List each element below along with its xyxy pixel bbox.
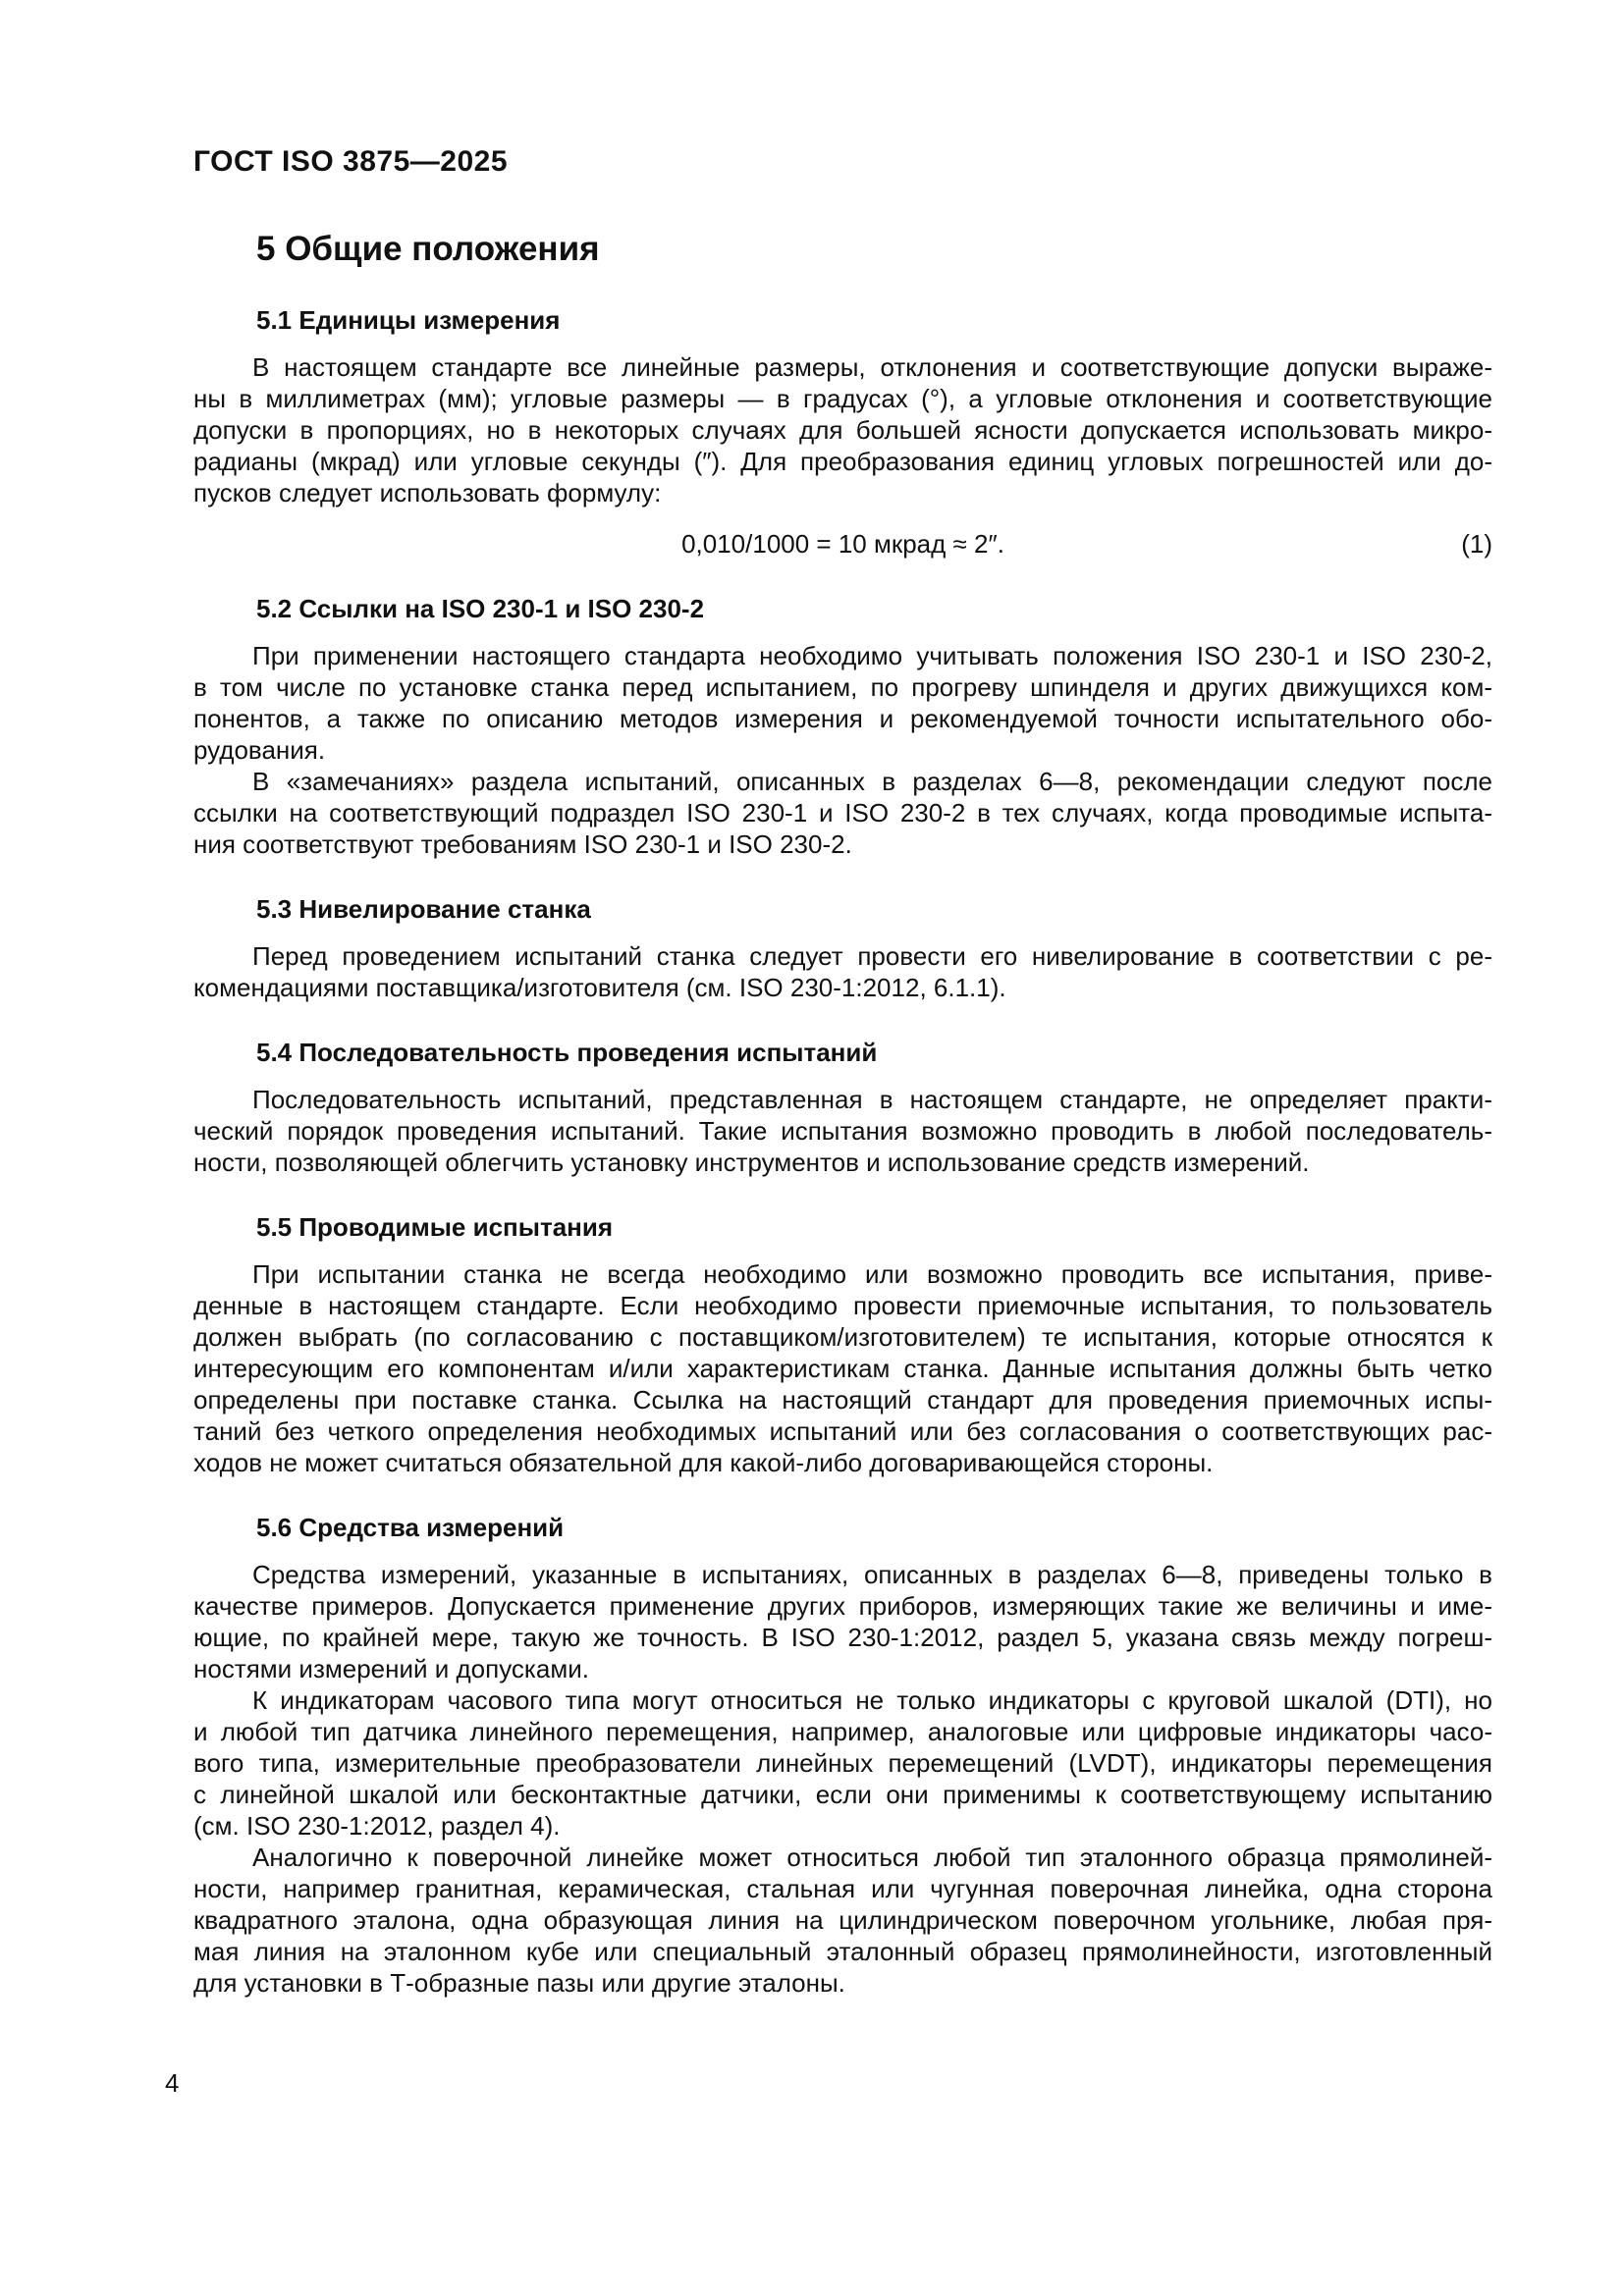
paragraph-line: в том числе по установке станка перед испытанием, по прогреву шпинделя и других движущихся ком- [193, 672, 1492, 702]
formula-row [193, 528, 1492, 560]
paragraph-line: Последовательность испытаний, представленная в настоящем стандарте, не определяет практи- [252, 1085, 1492, 1114]
paragraph [193, 640, 1492, 766]
paragraph-line: интересующим его компонентам и/или характеристикам станка. Данные испытания должны быть четко [193, 1354, 1492, 1383]
paragraph-line: определены при поставке станка. Ссылка на настоящий стандарт для проведения приемочных испы- [193, 1385, 1492, 1415]
paragraph-line: радианы (мкрад) или угловые секунды (″). Для преобразования единиц угловых погрешностей или до- [193, 447, 1492, 476]
paragraph-line: ностями измерений и допусками. [193, 1654, 589, 1683]
paragraph-line: (см. ISO 230-1:2012, раздел 4). [193, 1811, 561, 1841]
paragraph-line: с линейной шкалой или бесконтактные датчики, если они применимы к соответствующему испытанию [193, 1780, 1492, 1809]
paragraph-line: ходов не может считаться обязательной для какой-либо договаривающейся стороны. [193, 1448, 1214, 1477]
paragraph-line: денные в настоящем стандарте. Если необходимо провести приемочные испытания, то пользователь [193, 1291, 1492, 1320]
paragraph-line: ющие, по крайней мере, такую же точность. В ISO 230-1:2012, раздел 5, указана связь между погреш- [193, 1623, 1492, 1652]
page-number: 4 [165, 2068, 180, 2098]
paragraph-line: Аналогично к поверочной линейке может относиться любой тип эталонного образца прямолиней- [252, 1842, 1492, 1872]
paragraph-line: комендациями поставщика/изготовителя (см. ISO 230-1:2012, 6.1.1). [193, 973, 1006, 1002]
paragraph-line: должен выбрать (по согласованию с поставщиком/изготовителем) те испытания, которые относятся к [193, 1322, 1492, 1352]
sections-container [193, 304, 1492, 1999]
section-heading: 5.3 Нивелирование станка [256, 894, 591, 924]
paragraph [193, 1084, 1492, 1178]
paragraph-line: ческий порядок проведения испытаний. Такие испытания возможно проводить в любой последователь- [193, 1116, 1492, 1146]
paragraph-line: вого типа, измерительные преобразователи линейных перемещений (LVDT), индикаторы перемещения [193, 1748, 1492, 1778]
paragraph-line: ния соответствуют требованиям ISO 230-1 и ISO 230-2. [193, 829, 852, 859]
section-heading: 5.1 Единицы измерения [256, 305, 561, 335]
paragraph-line: таний без четкого определения необходимых испытаний или без согласования о соответствующих рас- [193, 1416, 1492, 1446]
paragraph-line: К индикаторам часового типа могут относиться не только индикаторы с круговой шкалой (DTI), но [252, 1685, 1492, 1715]
paragraph-line: Перед проведением испытаний станка следует провести его нивелирование в соответствии с ре- [252, 941, 1492, 971]
paragraph [193, 766, 1492, 860]
chapter-title: 5 Общие положения [256, 230, 600, 268]
section-heading: 5.4 Последовательность проведения испытаний [256, 1038, 878, 1067]
paragraph-line: качестве примеров. Допускается применение других приборов, измеряющих такие же величины и име- [193, 1591, 1492, 1621]
paragraph-line: мая линия на эталонном кубе или специальный эталонный образец прямолинейности, изготовленный [193, 1937, 1492, 1966]
paragraph-line: ссылки на соответствующий подраздел ISO 230-1 и ISO 230-2 в тех случаях, когда проводимые испыта- [193, 798, 1492, 828]
paragraph [193, 940, 1492, 1003]
section-heading: 5.5 Проводимые испытания [256, 1212, 614, 1242]
formula-text: 0,010/1000 = 10 мкрад ≈ 2″. [681, 529, 1004, 559]
section-heading: 5.6 Средства измерений [256, 1513, 565, 1542]
formula-equation-number: (1) [1461, 529, 1492, 559]
paragraph-line: Средства измерений, указанные в испытаниях, описанных в разделах 6—8, приведены только в [252, 1560, 1492, 1589]
paragraph-line: В настоящем стандарте все линейные размеры, отклонения и соответствующие допуски выраже- [252, 352, 1492, 382]
paragraph-line: При применении настоящего стандарта необходимо учитывать положения ISO 230-1 и ISO 230-2, [252, 641, 1492, 670]
paragraph-line: В «замечаниях» раздела испытаний, описанных в разделах 6—8, рекомендации следуют после [252, 767, 1492, 796]
paragraph-line: пусков следует использовать формулу: [193, 478, 662, 507]
section-heading: 5.2 Ссылки на ISO 230-1 и ISO 230-2 [256, 594, 705, 623]
paragraph-line: При испытании станка не всегда необходимо или возможно проводить все испытания, приве- [252, 1259, 1492, 1289]
paragraph-line: и любой тип датчика линейного перемещения, например, аналоговые или цифровые индикаторы часо- [193, 1717, 1492, 1746]
paragraph [193, 1684, 1492, 1842]
paragraph [193, 1258, 1492, 1478]
paragraph-line: допуски в пропорциях, но в некоторых случаях для большей ясности допускается использовать микро- [193, 415, 1492, 445]
paragraph-line: квадратного эталона, одна образующая линия на цилиндрическом поверочном угольнике, любая пря- [193, 1905, 1492, 1935]
paragraph-line: ности, например гранитная, керамическая, стальная или чугунная поверочная линейка, одна сторона [193, 1874, 1492, 1903]
paragraph-line: ны в миллиметрах (мм); угловые размеры — в градусах (°), а угловые отклонения и соответствующие [193, 384, 1492, 413]
paragraph-line: ности, позволяющей облегчить установку инструментов и использование средств измерений. [193, 1148, 1310, 1177]
paragraph-line: понентов, а также по описанию методов измерения и рекомендуемой точности испытательного обо- [193, 704, 1492, 733]
paragraph [193, 1842, 1492, 1999]
paragraph-line: для установки в Т-образные пазы или другие эталоны. [193, 1968, 845, 1998]
paragraph [193, 1559, 1492, 1684]
paragraph-line: рудования. [193, 735, 326, 765]
running-header: ГОСТ ISO 3875—2025 [193, 145, 509, 178]
paragraph [193, 351, 1492, 508]
